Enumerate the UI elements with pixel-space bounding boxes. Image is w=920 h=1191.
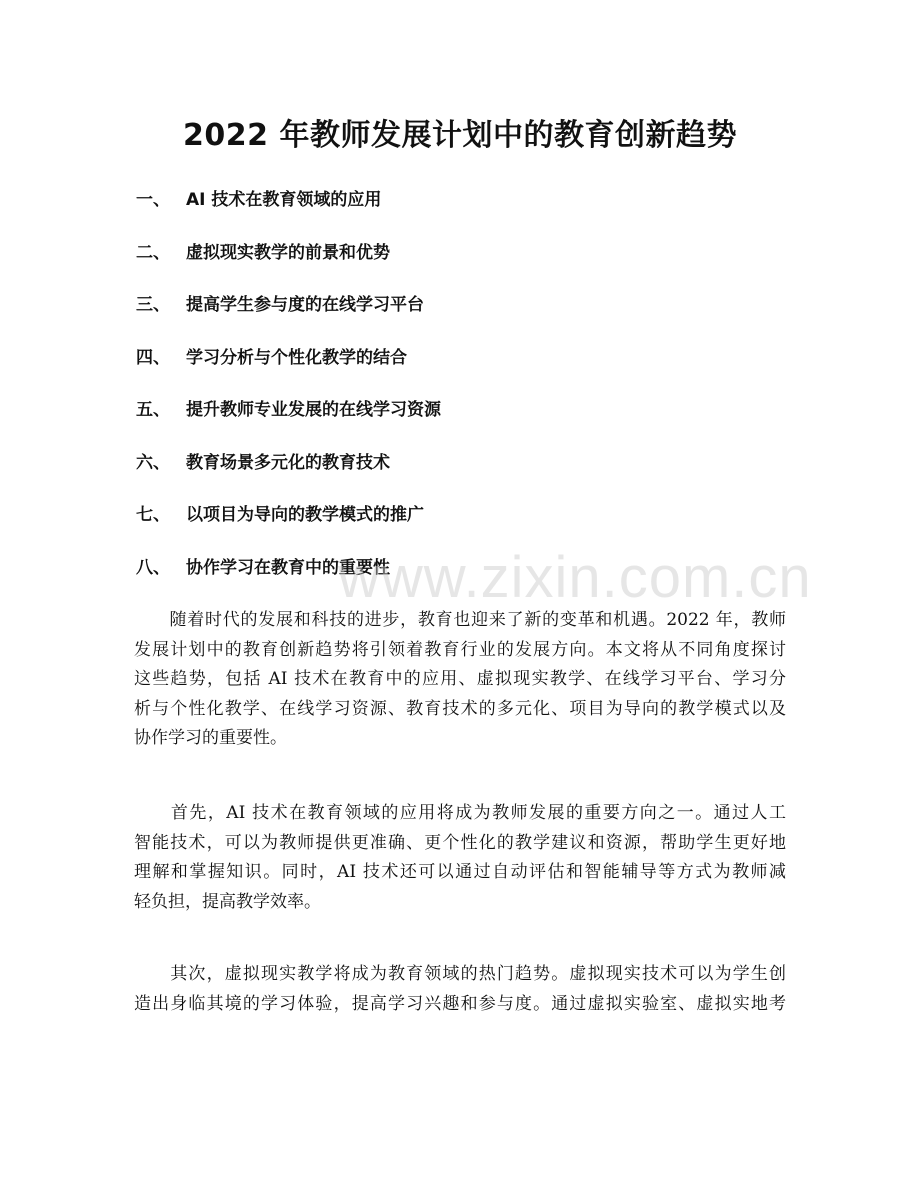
paragraph-line: 理解和掌握知识。同时，AI 技术还可以通过自动评估和智能辅导等方式为教师减: [134, 862, 786, 882]
paragraph-introduction: [134, 606, 786, 754]
paragraph-line: 其次，虚拟现实教学将成为教育领域的热门趋势。虚拟现实技术可以为学生创: [134, 964, 786, 984]
toc-number: 六、: [136, 452, 170, 473]
toc-item: [136, 291, 441, 344]
toc-number: 七、: [136, 505, 170, 525]
toc-item: [136, 239, 441, 292]
toc-label: 教育场景多元化的教育技术: [186, 452, 390, 473]
toc-number: 八、: [136, 557, 170, 578]
paragraph-line: 轻负担，提高教学效率。: [134, 891, 321, 912]
paragraph-line: 首先，AI 技术在教育领域的应用将成为教师发展的重要方向之一。通过人工: [134, 803, 786, 823]
toc-item: [136, 344, 441, 397]
document-title: 2022 年教师发展计划中的教育创新趋势: [183, 118, 737, 153]
paragraph-ai: [134, 799, 786, 917]
toc-number: 二、: [136, 242, 170, 263]
paragraph-vr: [134, 960, 786, 1019]
paragraph-line: 这些趋势，包括 AI 技术在教育中的应用、虚拟现实教学、在线学习平台、学习分: [134, 669, 786, 689]
toc-item: [136, 396, 441, 449]
toc-label: AI 技术在教育领域的应用: [186, 190, 382, 210]
toc-number: 四、: [136, 347, 170, 368]
toc-number: 五、: [136, 400, 170, 420]
paragraph-line: 智能技术，可以为教师提供更准确、更个性化的教学建议和资源，帮助学生更好地: [134, 832, 786, 853]
toc-label: 协作学习在教育中的重要性: [186, 557, 390, 578]
toc-label: 学习分析与个性化教学的结合: [186, 347, 407, 368]
paragraph-line: 析与个性化教学、在线学习资源、教育技术的多元化、项目为导向的教学模式以及: [134, 698, 786, 719]
toc-item: [136, 501, 441, 554]
paragraph-line: 发展计划中的教育创新趋势将引领着教育行业的发展方向。本文将从不同角度探讨: [134, 639, 786, 660]
toc-item: [136, 554, 441, 607]
toc-number: 三、: [136, 295, 170, 315]
toc-label: 以项目为导向的教学模式的推广: [186, 505, 424, 525]
toc-item: [136, 449, 441, 502]
toc-label: 提高学生参与度的在线学习平台: [186, 295, 424, 315]
watermark: www.zixin.com.cn: [338, 545, 812, 610]
toc-label: 提升教师专业发展的在线学习资源: [186, 400, 441, 420]
table-of-contents: [136, 186, 441, 606]
toc-number: 一、: [136, 190, 170, 210]
paragraph-line: 随着时代的发展和科技的进步，教育也迎来了新的变革和机遇。2022 年，教师: [134, 610, 786, 630]
toc-label: 虚拟现实教学的前景和优势: [186, 242, 390, 263]
paragraph-line: 协作学习的重要性。: [134, 728, 287, 748]
toc-item: [136, 186, 441, 239]
paragraph-line: 造出身临其境的学习体验，提高学习兴趣和参与度。通过虚拟实验室、虚拟实地考: [134, 993, 786, 1014]
